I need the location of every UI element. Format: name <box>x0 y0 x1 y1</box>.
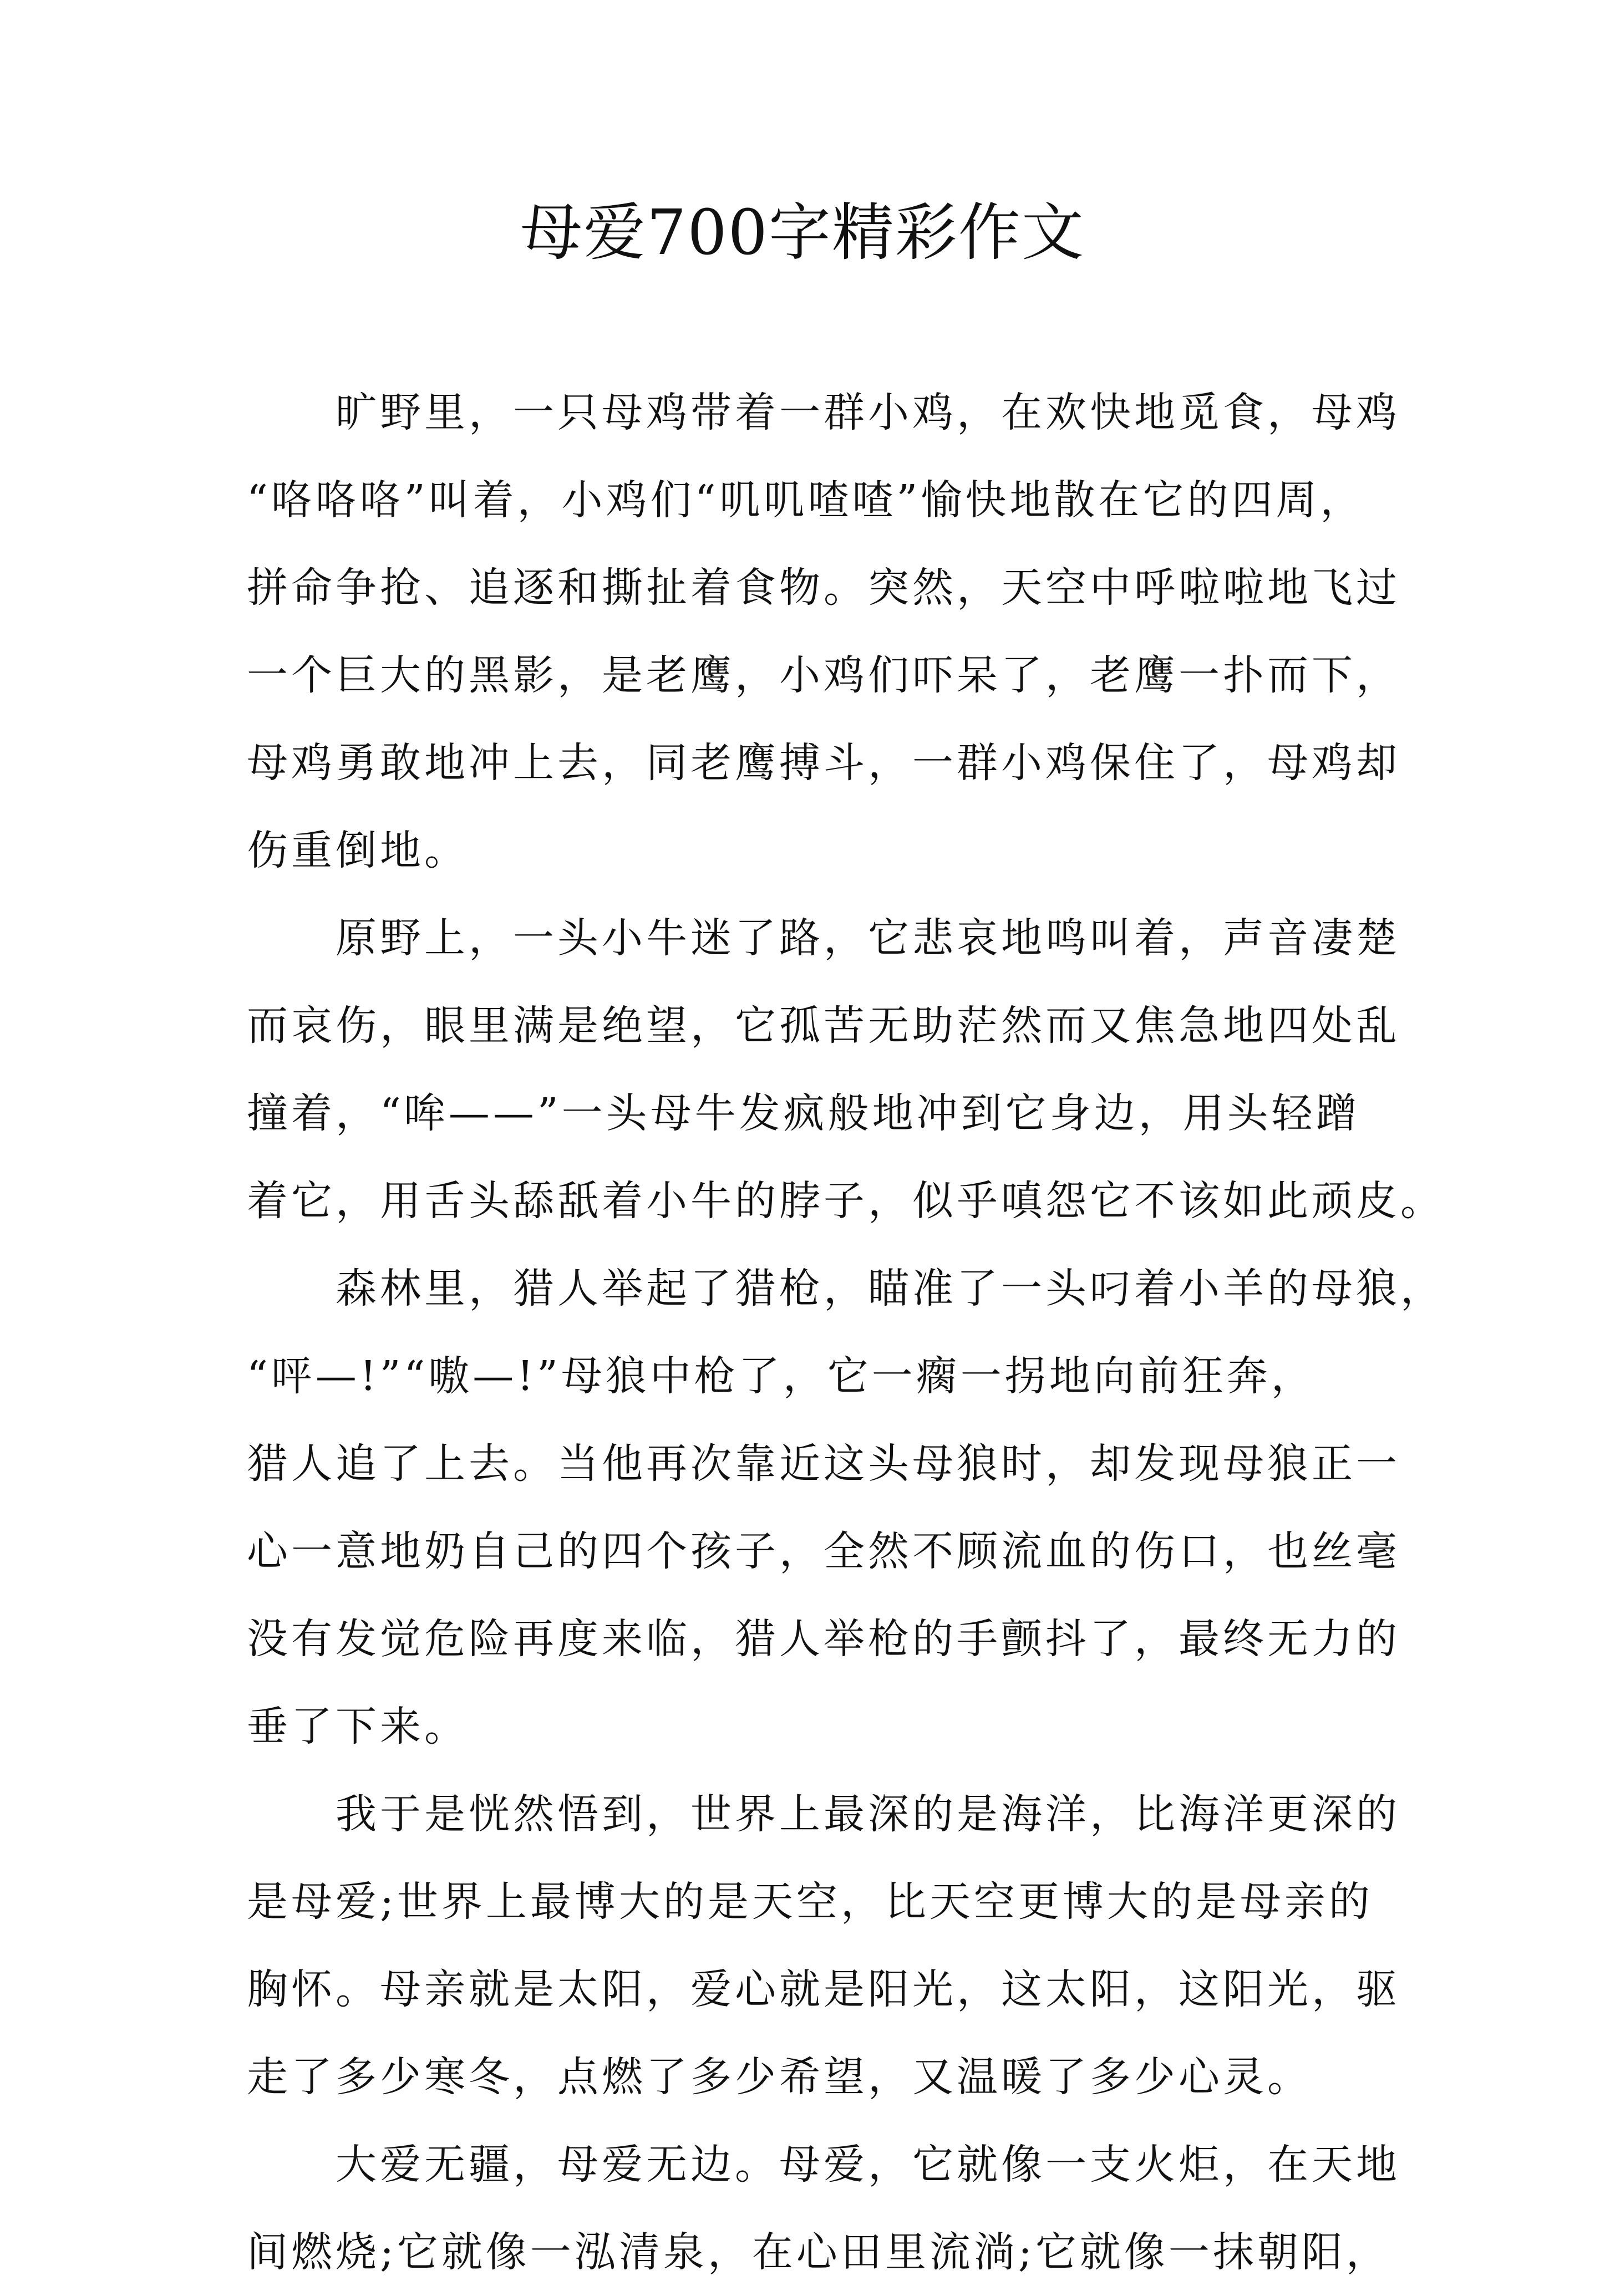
text-line: 我于是恍然悟到，世界上最深的是海洋，比海洋更深的 <box>336 1790 1400 1838</box>
text-line: “呯—!”“嗷—!”母狼中枪了，它一瘸一拐地向前狂奔， <box>247 1352 1316 1400</box>
text-line: 森林里，猎人举起了猎枪，瞄准了一头叼着小羊的母狼， <box>336 1265 1445 1312</box>
text-line: 着它，用舌头舔舐着小牛的脖子，似乎嗔怨它不该如此顽皮。 <box>247 1177 1445 1225</box>
text-line: 伤重倒地。 <box>247 827 469 874</box>
text-line: 间燃烧;它就像一泓清泉，在心田里流淌;它就像一抹朝阳， <box>247 2228 1390 2276</box>
text-line: “咯咯咯”叫着，小鸡们“叽叽喳喳”愉快地散在它的四周， <box>247 476 1365 524</box>
text-line: 一个巨大的黑影，是老鹰，小鸡们吓呆了，老鹰一扑而下， <box>247 651 1400 699</box>
text-line: 垂了下来。 <box>247 1703 469 1750</box>
text-line: 撞着，“哞——”一头母牛发疯般地冲到它身边，用头轻蹭 <box>247 1090 1360 1137</box>
text-line: 猎人追了上去。当他再次靠近这头母狼时，却发现母狼正一 <box>247 1440 1400 1488</box>
text-line: 母鸡勇敢地冲上去，同老鹰搏斗，一群小鸡保住了，母鸡却 <box>247 739 1400 787</box>
text-line: 是母爱;世界上最博大的是天空，比天空更博大的是母亲的 <box>247 1878 1373 1926</box>
text-line: 心一意地奶自己的四个孩子，全然不顾流血的伤口，也丝毫 <box>247 1528 1400 1575</box>
text-line: 没有发觉危险再度来临，猎人举枪的手颤抖了，最终无力的 <box>247 1615 1400 1663</box>
text-line: 而哀伤，眼里满是绝望，它孤苦无助茫然而又焦急地四处乱 <box>247 1002 1400 1050</box>
text-line: 拼命争抢、追逐和撕扯着食物。突然，天空中呼啦啦地飞过 <box>247 564 1400 612</box>
text-line: 旷野里，一只母鸡带着一群小鸡，在欢快地觅食，母鸡 <box>336 389 1400 436</box>
text-line: 走了多少寒冬，点燃了多少希望，又温暖了多少心灵。 <box>247 2053 1312 2101</box>
text-line: 原野上，一头小牛迷了路，它悲哀地鸣叫着，声音凄楚 <box>336 914 1400 962</box>
text-line: 大爱无疆，母爱无边。母爱，它就像一支火炬，在天地 <box>336 2141 1400 2188</box>
article-body <box>247 369 1445 2296</box>
text-line: 胸怀。母亲就是太阳，爱心就是阳光，这太阳，这阳光，驱 <box>247 1966 1400 2013</box>
document-title: 母爱700字精彩作文 <box>520 197 1085 269</box>
